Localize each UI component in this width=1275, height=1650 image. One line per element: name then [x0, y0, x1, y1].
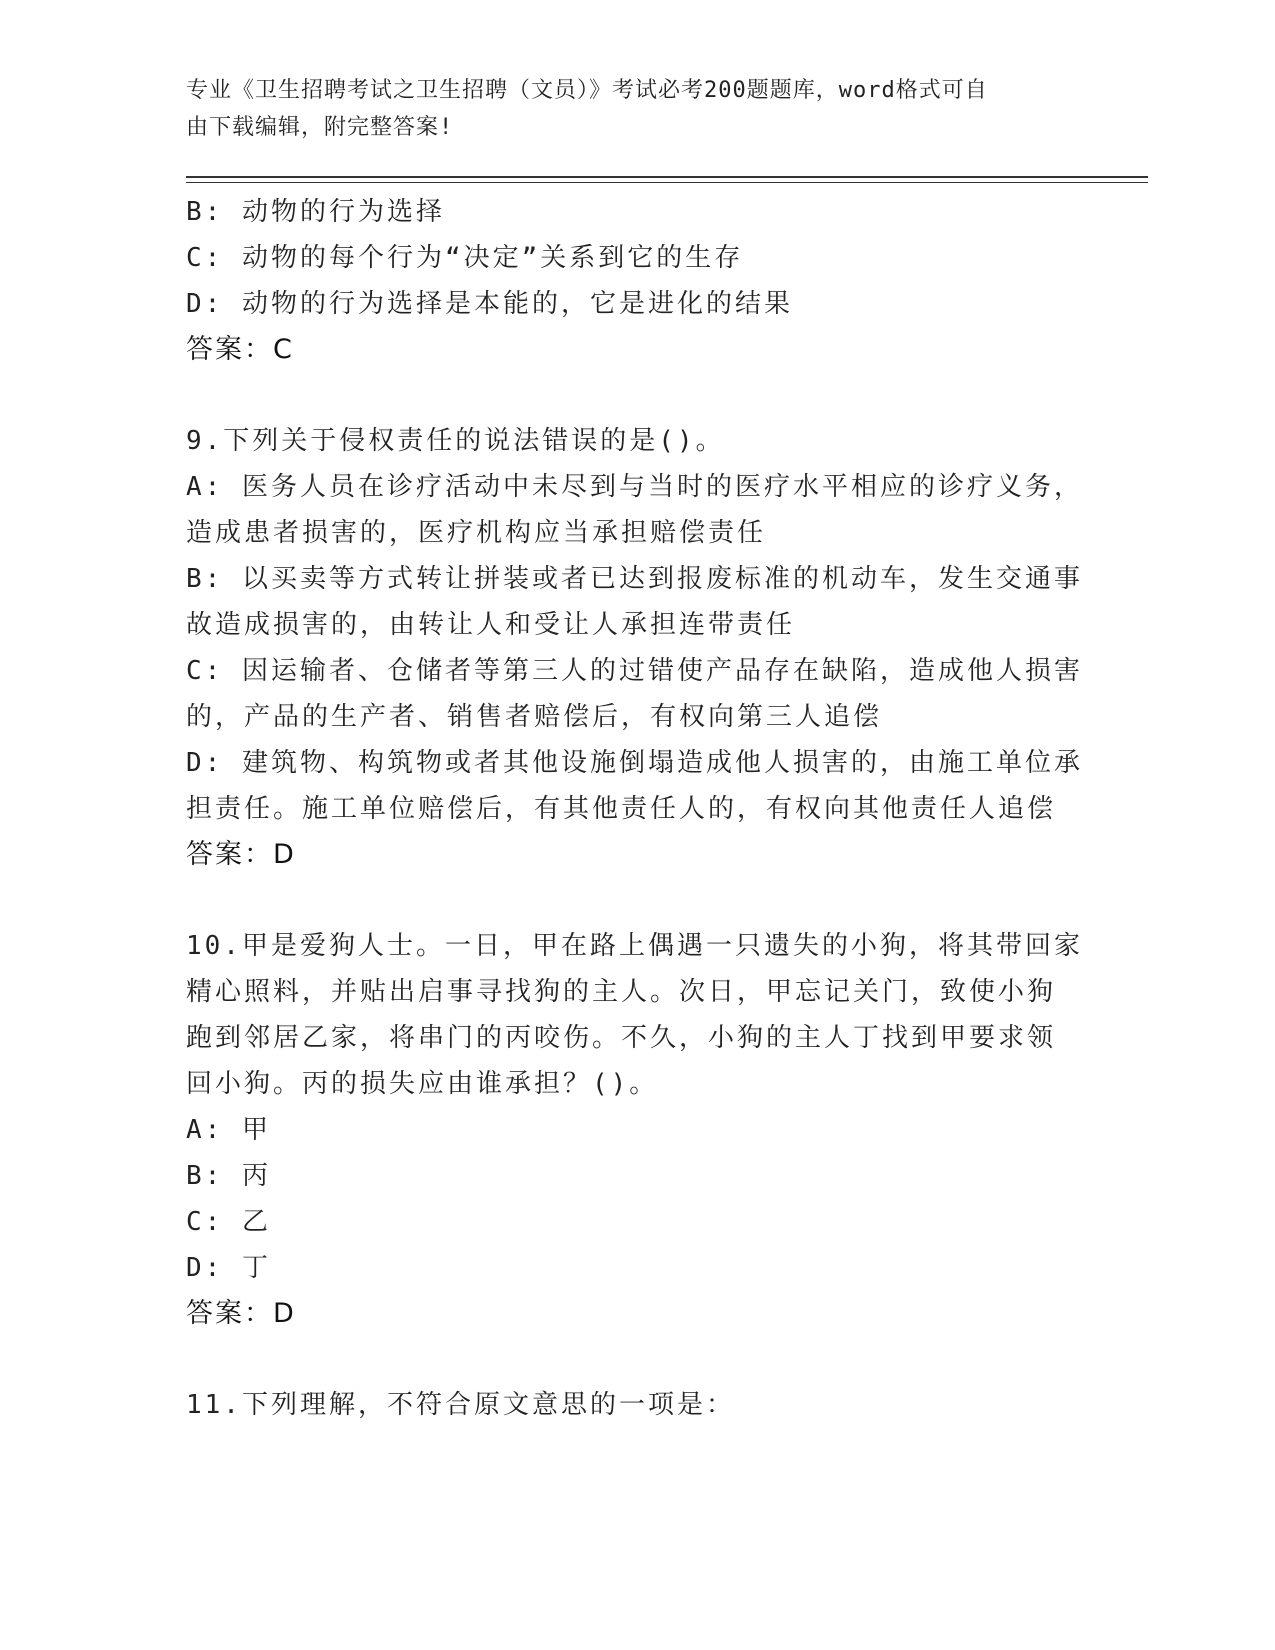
q8-option-c: C: 动物的每个行为“决定”关系到它的生存: [186, 243, 744, 273]
question-10: [186, 923, 1086, 1337]
q9-option-a-line-1: A: 医务人员在诊疗活动中未尽到与当时的医疗水平相应的诊疗义务，: [186, 472, 1083, 502]
header-divider-thin: [186, 182, 1148, 183]
q10-stem-line-3: 跑到邻居乙家，将串门的丙咬伤。不久，小狗的主人丁找到甲要求领: [186, 1023, 1057, 1053]
question-8-tail: [186, 189, 1086, 373]
q9-option-c-line-2: 的，产品的生产者、销售者赔偿后，有权向第三人追偿: [186, 702, 883, 732]
q10-stem-line-4: 回小狗。丙的损失应由谁承担？()。: [186, 1069, 659, 1099]
q9-option-b-line-1: B: 以买卖等方式转让拼装或者已达到报废标准的机动车，发生交通事: [186, 564, 1083, 594]
q8-option-d: D: 动物的行为选择是本能的，它是进化的结果: [186, 289, 793, 319]
document-header: [186, 72, 1066, 146]
q8-answer: 答案：C: [186, 334, 294, 365]
q9-option-d-line-1: D: 建筑物、构筑物或者其他设施倒塌造成他人损害的，由施工单位承: [186, 748, 1083, 778]
q10-option-a: A: 甲: [186, 1115, 271, 1145]
q9-answer: 答案：D: [186, 839, 296, 870]
question-content: [186, 189, 1086, 1428]
question-9: [186, 418, 1086, 878]
q10-answer: 答案：D: [186, 1298, 296, 1329]
q9-stem: 9.下列关于侵权责任的说法错误的是()。: [186, 426, 725, 456]
q10-option-c: C: 乙: [186, 1207, 271, 1237]
q10-option-b: B: 丙: [186, 1161, 271, 1191]
q10-stem-line-2: 精心照料，并贴出启事寻找狗的主人。次日，甲忘记关门，致使小狗: [186, 977, 1057, 1007]
q11-stem: 11.下列理解，不符合原文意思的一项是：: [186, 1390, 735, 1420]
header-line-2: 由下载编辑，附完整答案!: [186, 115, 454, 140]
q9-option-a-line-2: 造成患者损害的，医疗机构应当承担赔偿责任: [186, 518, 767, 548]
header-divider-thick: [186, 176, 1148, 178]
q9-option-d-line-2: 担责任。施工单位赔偿后，有其他责任人的，有权向其他责任人追偿: [186, 794, 1057, 824]
q8-option-b: B: 动物的行为选择: [186, 197, 445, 227]
q10-option-d: D: 丁: [186, 1253, 271, 1283]
q9-option-b-line-2: 故造成损害的，由转让人和受让人承担连带责任: [186, 610, 796, 640]
question-11: [186, 1382, 1086, 1428]
header-line-1: 专业《卫生招聘考试之卫生招聘（文员）》考试必考200题题库，word格式可自: [186, 78, 988, 103]
q9-option-c-line-1: C: 因运输者、仓储者等第三人的过错使产品存在缺陷，造成他人损害: [186, 656, 1083, 686]
q10-stem-line-1: 10.甲是爱狗人士。一日，甲在路上偶遇一只遗失的小狗，将其带回家: [186, 931, 1083, 961]
